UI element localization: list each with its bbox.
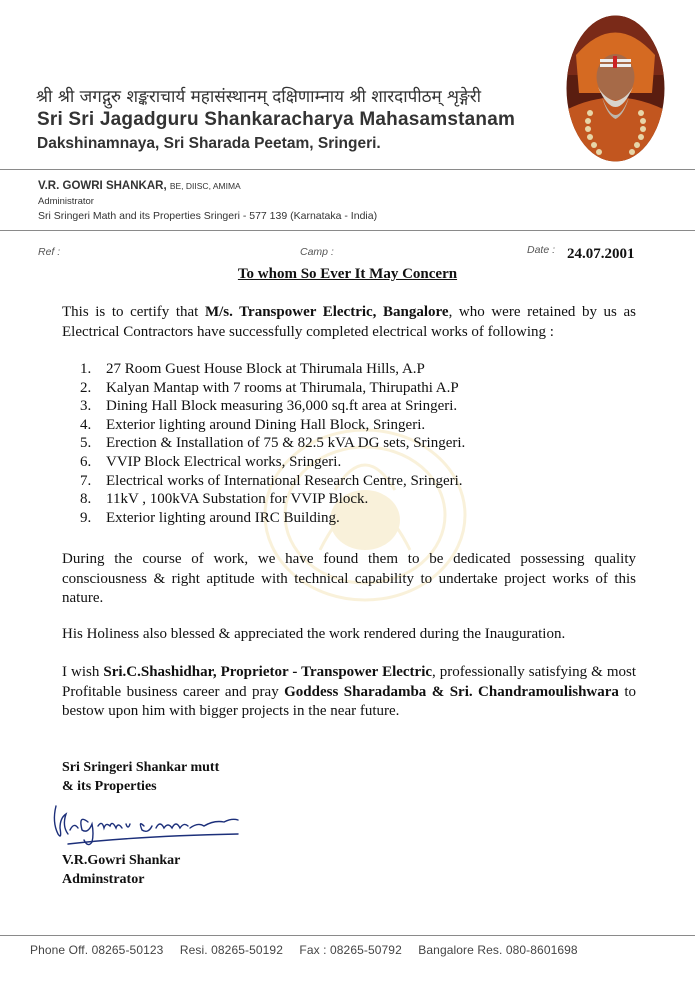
- list-item: [80, 360, 465, 379]
- list-item: [80, 379, 465, 398]
- wish-paragraph: [62, 663, 636, 722]
- deity-chandramoulishwara: Sri. Chandramoulishwara: [449, 683, 619, 700]
- administrator-qualifications: BE, DIISC, AMIMA: [169, 181, 241, 191]
- swami-portrait-image: [566, 15, 665, 162]
- header-divider: [0, 169, 695, 170]
- signature-org-line1: Sri Sringeri Shankar mutt: [62, 760, 220, 775]
- blessing-paragraph: His Holiness also blessed & appreciated the work rendered during the Inauguration.: [62, 626, 566, 642]
- list-item: [80, 453, 465, 472]
- list-item-text: Kalyan Mantap with 7 rooms at Thirumala, Thirupathi A.P: [106, 379, 459, 396]
- administrator-address: Sri Sringeri Math and its Properties Sringeri - 577 139 (Karnataka - India): [38, 210, 378, 222]
- letter-heading: To whom So Ever It May Concern: [237, 266, 458, 282]
- deity-sharadamba: Goddess Sharadamba &: [284, 683, 445, 700]
- footer-phone-residence: Resi. 08265-50192: [179, 943, 283, 957]
- list-item-text: Erection & Installation of 75 & 82.5 kVA DG sets, Sringeri.: [106, 435, 466, 452]
- list-item-number: 9.: [80, 509, 92, 526]
- administrator-name-text: V.R. GOWRI SHANKAR,: [38, 180, 167, 192]
- date-value: 24.07.2001: [567, 246, 635, 262]
- letterhead-title: Sri Sri Jagadguru Shankaracharya Mahasamstanam: [37, 109, 516, 130]
- list-item-text: 27 Room Guest House Block at Thirumala Hills, A.P: [106, 361, 425, 377]
- list-item-number: 7.: [80, 472, 92, 489]
- list-item-number: 3.: [80, 398, 92, 415]
- list-item: [80, 509, 465, 528]
- works-list: [80, 360, 465, 527]
- camp-label: Camp :: [300, 246, 334, 258]
- proprietor-name: Sri.C.Shashidhar, Proprietor - Transpower Electric: [103, 664, 433, 680]
- list-item: [80, 416, 465, 435]
- list-item: [80, 472, 465, 491]
- contractor-name: M/s. Transpower Electric, Bangalore: [204, 304, 449, 320]
- list-item-number: 4.: [80, 416, 92, 433]
- signatory-name: V.R.Gowri Shankar: [62, 853, 181, 868]
- date-label: Date :: [527, 244, 556, 256]
- list-item-text: Exterior lighting around IRC Building.: [106, 509, 340, 526]
- signature-org-line2: & its Properties: [62, 779, 157, 794]
- footer-divider: [0, 935, 695, 936]
- course-paragraph: During the course of work, we have found them to be dedicated possessing quality consciousness & right aptitude with technical capability to undertake project works of this nature.: [62, 551, 636, 606]
- list-item-number: 1.: [80, 361, 92, 377]
- administrator-name: [38, 180, 241, 192]
- list-item-number: 2.: [80, 379, 92, 396]
- footer-contacts: [30, 943, 591, 957]
- intro-text-pre: This is to certify that: [62, 304, 205, 320]
- list-item: [80, 397, 465, 416]
- footer-phone-office: Phone Off. 08265-50123: [30, 943, 164, 957]
- letterhead-subtitle: Dakshinamnaya, Sri Sharada Peetam, Sringeri.: [37, 135, 381, 152]
- intro-paragraph: [62, 303, 636, 342]
- ref-label: Ref :: [38, 246, 61, 258]
- list-item-text: VVIP Block Electrical works, Sringeri.: [106, 453, 342, 470]
- list-item-text: Exterior lighting around Dining Hall Block, Sringeri.: [106, 416, 426, 433]
- footer-fax: Fax : 08265-50792: [299, 943, 402, 957]
- letterhead-devanagari: श्री श्री जगद्गुरु शङ्कराचार्य महासंस्थानम् दक्षिणाम्नाय श्री शारदापीठम् शृङ्गेरी: [36, 87, 482, 107]
- list-item-text: Electrical works of International Research Centre, Sringeri.: [106, 472, 463, 489]
- list-item-number: 8.: [80, 491, 92, 508]
- address-divider: [0, 230, 695, 231]
- wish-text-pre: I wish: [62, 664, 104, 680]
- list-item-text: Dining Hall Block measuring 36,000 sq.ft area at Sringeri.: [106, 398, 458, 415]
- list-item-number: 5.: [80, 435, 92, 452]
- list-item: [80, 490, 465, 509]
- list-item-text: 11kV , 100kVA Substation for VVIP Block.: [106, 491, 369, 508]
- list-item: [80, 434, 465, 453]
- footer-bangalore-residence: Bangalore Res. 080-8601698: [418, 943, 578, 957]
- signatory-title: Adminstrator: [62, 872, 145, 887]
- handwritten-signature-image: [48, 800, 248, 850]
- wish-text-post: to bestow upon him with bigger projects in the near future.: [62, 683, 637, 719]
- intro-text-post: , who were retained by us as Electrical Contractors have successfully completed electrical works of following :: [62, 304, 636, 340]
- list-item-number: 6.: [80, 453, 92, 470]
- administrator-role: Administrator: [38, 196, 94, 207]
- wish-text-mid: , professionally satisfying & most Profitable business career and pray: [62, 664, 636, 700]
